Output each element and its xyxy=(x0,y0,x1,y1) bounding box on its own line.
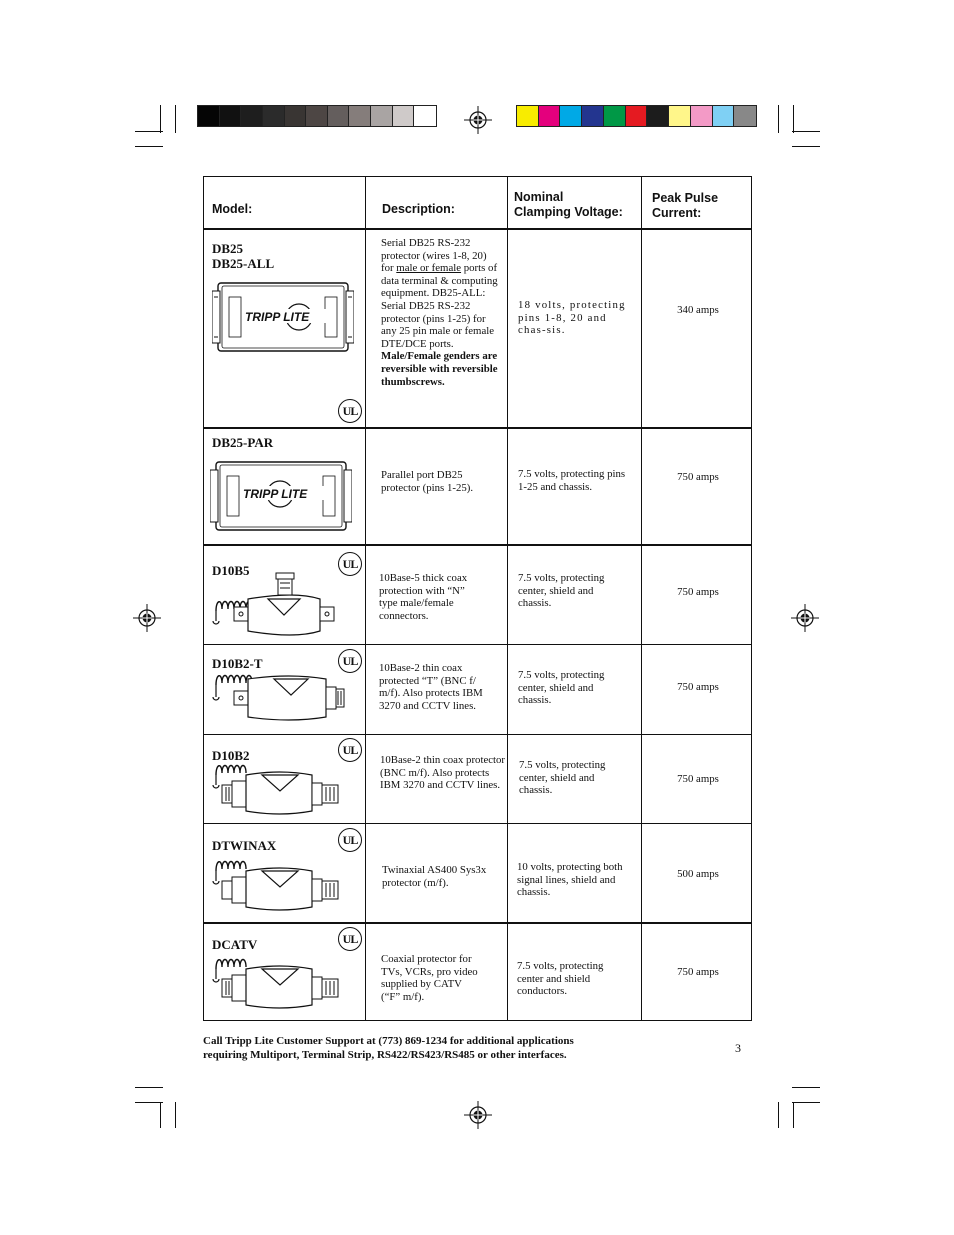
peak-current-text: 340 amps xyxy=(677,304,719,316)
voltage-text: 7.5 volts, protecting pins 1-25 and chassis. xyxy=(518,468,626,493)
description-text-part: Serial DB25 RS-232 protector (wires 1-8, 20) for xyxy=(381,237,487,275)
model-name: D10B5 xyxy=(212,563,250,578)
gray-swatch xyxy=(220,106,242,126)
color-swatch xyxy=(713,106,735,126)
crop-mark xyxy=(778,105,779,133)
crop-mark xyxy=(135,131,163,132)
peak-current-text: 750 amps xyxy=(677,681,719,693)
gray-swatch xyxy=(306,106,328,126)
header-model: Model: xyxy=(212,202,253,216)
header-description: Description: xyxy=(382,202,455,216)
db25-par-protector-image xyxy=(210,458,352,534)
crop-mark xyxy=(792,1087,820,1088)
row-divider xyxy=(204,427,751,429)
description-text xyxy=(381,237,501,388)
voltage-text: 7.5 volts, protecting center, shield and chassis. xyxy=(518,669,605,707)
color-swatch xyxy=(691,106,713,126)
gray-swatch xyxy=(349,106,371,126)
description-text: 10Base-5 thick coax protection with “N” type male/female connectors. xyxy=(379,572,468,622)
model-name: DCATV xyxy=(212,937,258,952)
ul-certification-icon: UL xyxy=(338,738,362,762)
row-divider xyxy=(204,228,751,230)
gray-swatch xyxy=(241,106,263,126)
description-text: Parallel port DB25 protector (pins 1-25). xyxy=(381,469,474,494)
model-name: DTWINAX xyxy=(212,838,277,853)
color-swatch xyxy=(669,106,691,126)
voltage-text: 18 volts, protecting pins 1-8, 20 and chas-sis. xyxy=(518,299,626,337)
peak-current-text: 750 amps xyxy=(677,586,719,598)
color-swatch xyxy=(734,106,756,126)
peak-current-text: 500 amps xyxy=(677,868,719,880)
crop-mark xyxy=(175,1102,176,1128)
crop-mark xyxy=(792,131,820,132)
description-text: Coaxial protector for TVs, VCRs, pro video supplied by CATV (“F” m/f). xyxy=(381,953,478,1003)
peak-current-text: 750 amps xyxy=(677,966,719,978)
gray-swatch xyxy=(393,106,415,126)
d10b2-t-coax-protector-image xyxy=(210,661,350,733)
voltage-text: 7.5 volts, protecting center, shield and chassis. xyxy=(518,572,605,610)
tripp-lite-logo: TRIPP LITE xyxy=(245,310,310,324)
description-text-part: ports of data terminal & computing equipment. DB25-ALL: Serial DB25 RS-232 protector (pins 1-25) for any 25 pin male or female DTE/DCE ports. xyxy=(381,262,498,350)
ul-certification-icon: UL xyxy=(338,828,362,852)
description-bold-text: Male/Female genders are reversible with reversible thumbscrews. xyxy=(381,350,498,388)
color-swatch xyxy=(560,106,582,126)
color-swatch xyxy=(582,106,604,126)
row-divider xyxy=(204,922,751,924)
crop-mark xyxy=(135,1087,163,1088)
header-current: Peak Pulse Current: xyxy=(652,191,719,220)
crop-mark xyxy=(778,1102,779,1128)
description-underlined-text: male or female xyxy=(396,262,462,275)
crop-mark xyxy=(160,105,161,133)
registration-mark-icon xyxy=(464,1101,492,1129)
color-calibration-bar xyxy=(516,105,757,127)
description-text: 10Base-2 thin coax protector (BNC m/f). Also protects IBM 3270 and CCTV lines. xyxy=(380,754,506,792)
d10b5-coax-protector-image xyxy=(210,569,350,641)
d10b2-coax-protector-image xyxy=(210,761,350,823)
voltage-text: 7.5 volts, protecting center, shield and chassis. xyxy=(519,759,606,797)
ul-certification-icon: UL xyxy=(338,399,362,423)
peak-current-text: 750 amps xyxy=(677,471,719,483)
db25-protector-image xyxy=(212,279,354,355)
column-divider xyxy=(365,177,366,1020)
color-swatch xyxy=(539,106,561,126)
description-text: 10Base-2 thin coax protected “T” (BNC f/ m/f). Also protects IBM 3270 and CCTV lines. xyxy=(379,662,483,712)
registration-mark-icon xyxy=(133,604,161,632)
voltage-text: 7.5 volts, protecting center and shield conductors. xyxy=(517,960,604,998)
peak-current-text: 750 amps xyxy=(677,773,719,785)
row-divider xyxy=(204,823,751,824)
row-divider xyxy=(204,544,751,546)
gray-swatch xyxy=(414,106,436,126)
footer-line-2: requiring Multiport, Terminal Strip, RS422/RS423/RS485 or other interfaces. xyxy=(203,1049,567,1061)
page-number: 3 xyxy=(735,1041,741,1055)
description-text: Twinaxial AS400 Sys3x protector (m/f). xyxy=(382,864,487,889)
crop-mark xyxy=(792,146,820,147)
dtwinax-protector-image xyxy=(210,857,350,919)
ul-certification-icon: UL xyxy=(338,552,362,576)
color-swatch xyxy=(626,106,648,126)
row-divider xyxy=(204,734,751,735)
gray-calibration-bar xyxy=(197,105,437,127)
gray-swatch xyxy=(285,106,307,126)
customer-support-note xyxy=(203,1034,723,1062)
footer-line-1: Call Tripp Lite Customer Support at (773) 869-1234 for additional applications xyxy=(203,1035,574,1047)
model-name: D10B2-T xyxy=(212,656,263,671)
gray-swatch xyxy=(198,106,220,126)
color-swatch xyxy=(647,106,669,126)
crop-mark xyxy=(792,1102,820,1103)
column-divider xyxy=(641,177,642,1020)
crop-mark xyxy=(175,105,176,133)
dcatv-coax-protector-image xyxy=(210,955,350,1017)
column-divider xyxy=(507,177,508,1020)
color-swatch xyxy=(517,106,539,126)
ul-certification-icon: UL xyxy=(338,649,362,673)
registration-mark-icon xyxy=(464,106,492,134)
crop-mark xyxy=(793,105,794,133)
crop-mark xyxy=(793,1102,794,1128)
model-name: DB25 DB25-ALL xyxy=(212,241,275,271)
crop-mark xyxy=(135,146,163,147)
gray-swatch xyxy=(371,106,393,126)
tripp-lite-logo: TRIPP LITE xyxy=(243,487,308,501)
color-swatch xyxy=(604,106,626,126)
gray-swatch xyxy=(263,106,285,126)
crop-mark xyxy=(160,1102,161,1128)
model-name: D10B2 xyxy=(212,748,250,763)
gray-swatch xyxy=(328,106,350,126)
registration-mark-icon xyxy=(791,604,819,632)
voltage-text: 10 volts, protecting both signal lines, shield and chassis. xyxy=(517,861,623,899)
model-name: DB25-PAR xyxy=(212,435,274,450)
ul-certification-icon: UL xyxy=(338,927,362,951)
header-voltage: Nominal Clamping Voltage: xyxy=(514,190,623,219)
row-divider xyxy=(204,644,751,645)
product-table xyxy=(203,176,752,1021)
crop-mark xyxy=(135,1102,163,1103)
